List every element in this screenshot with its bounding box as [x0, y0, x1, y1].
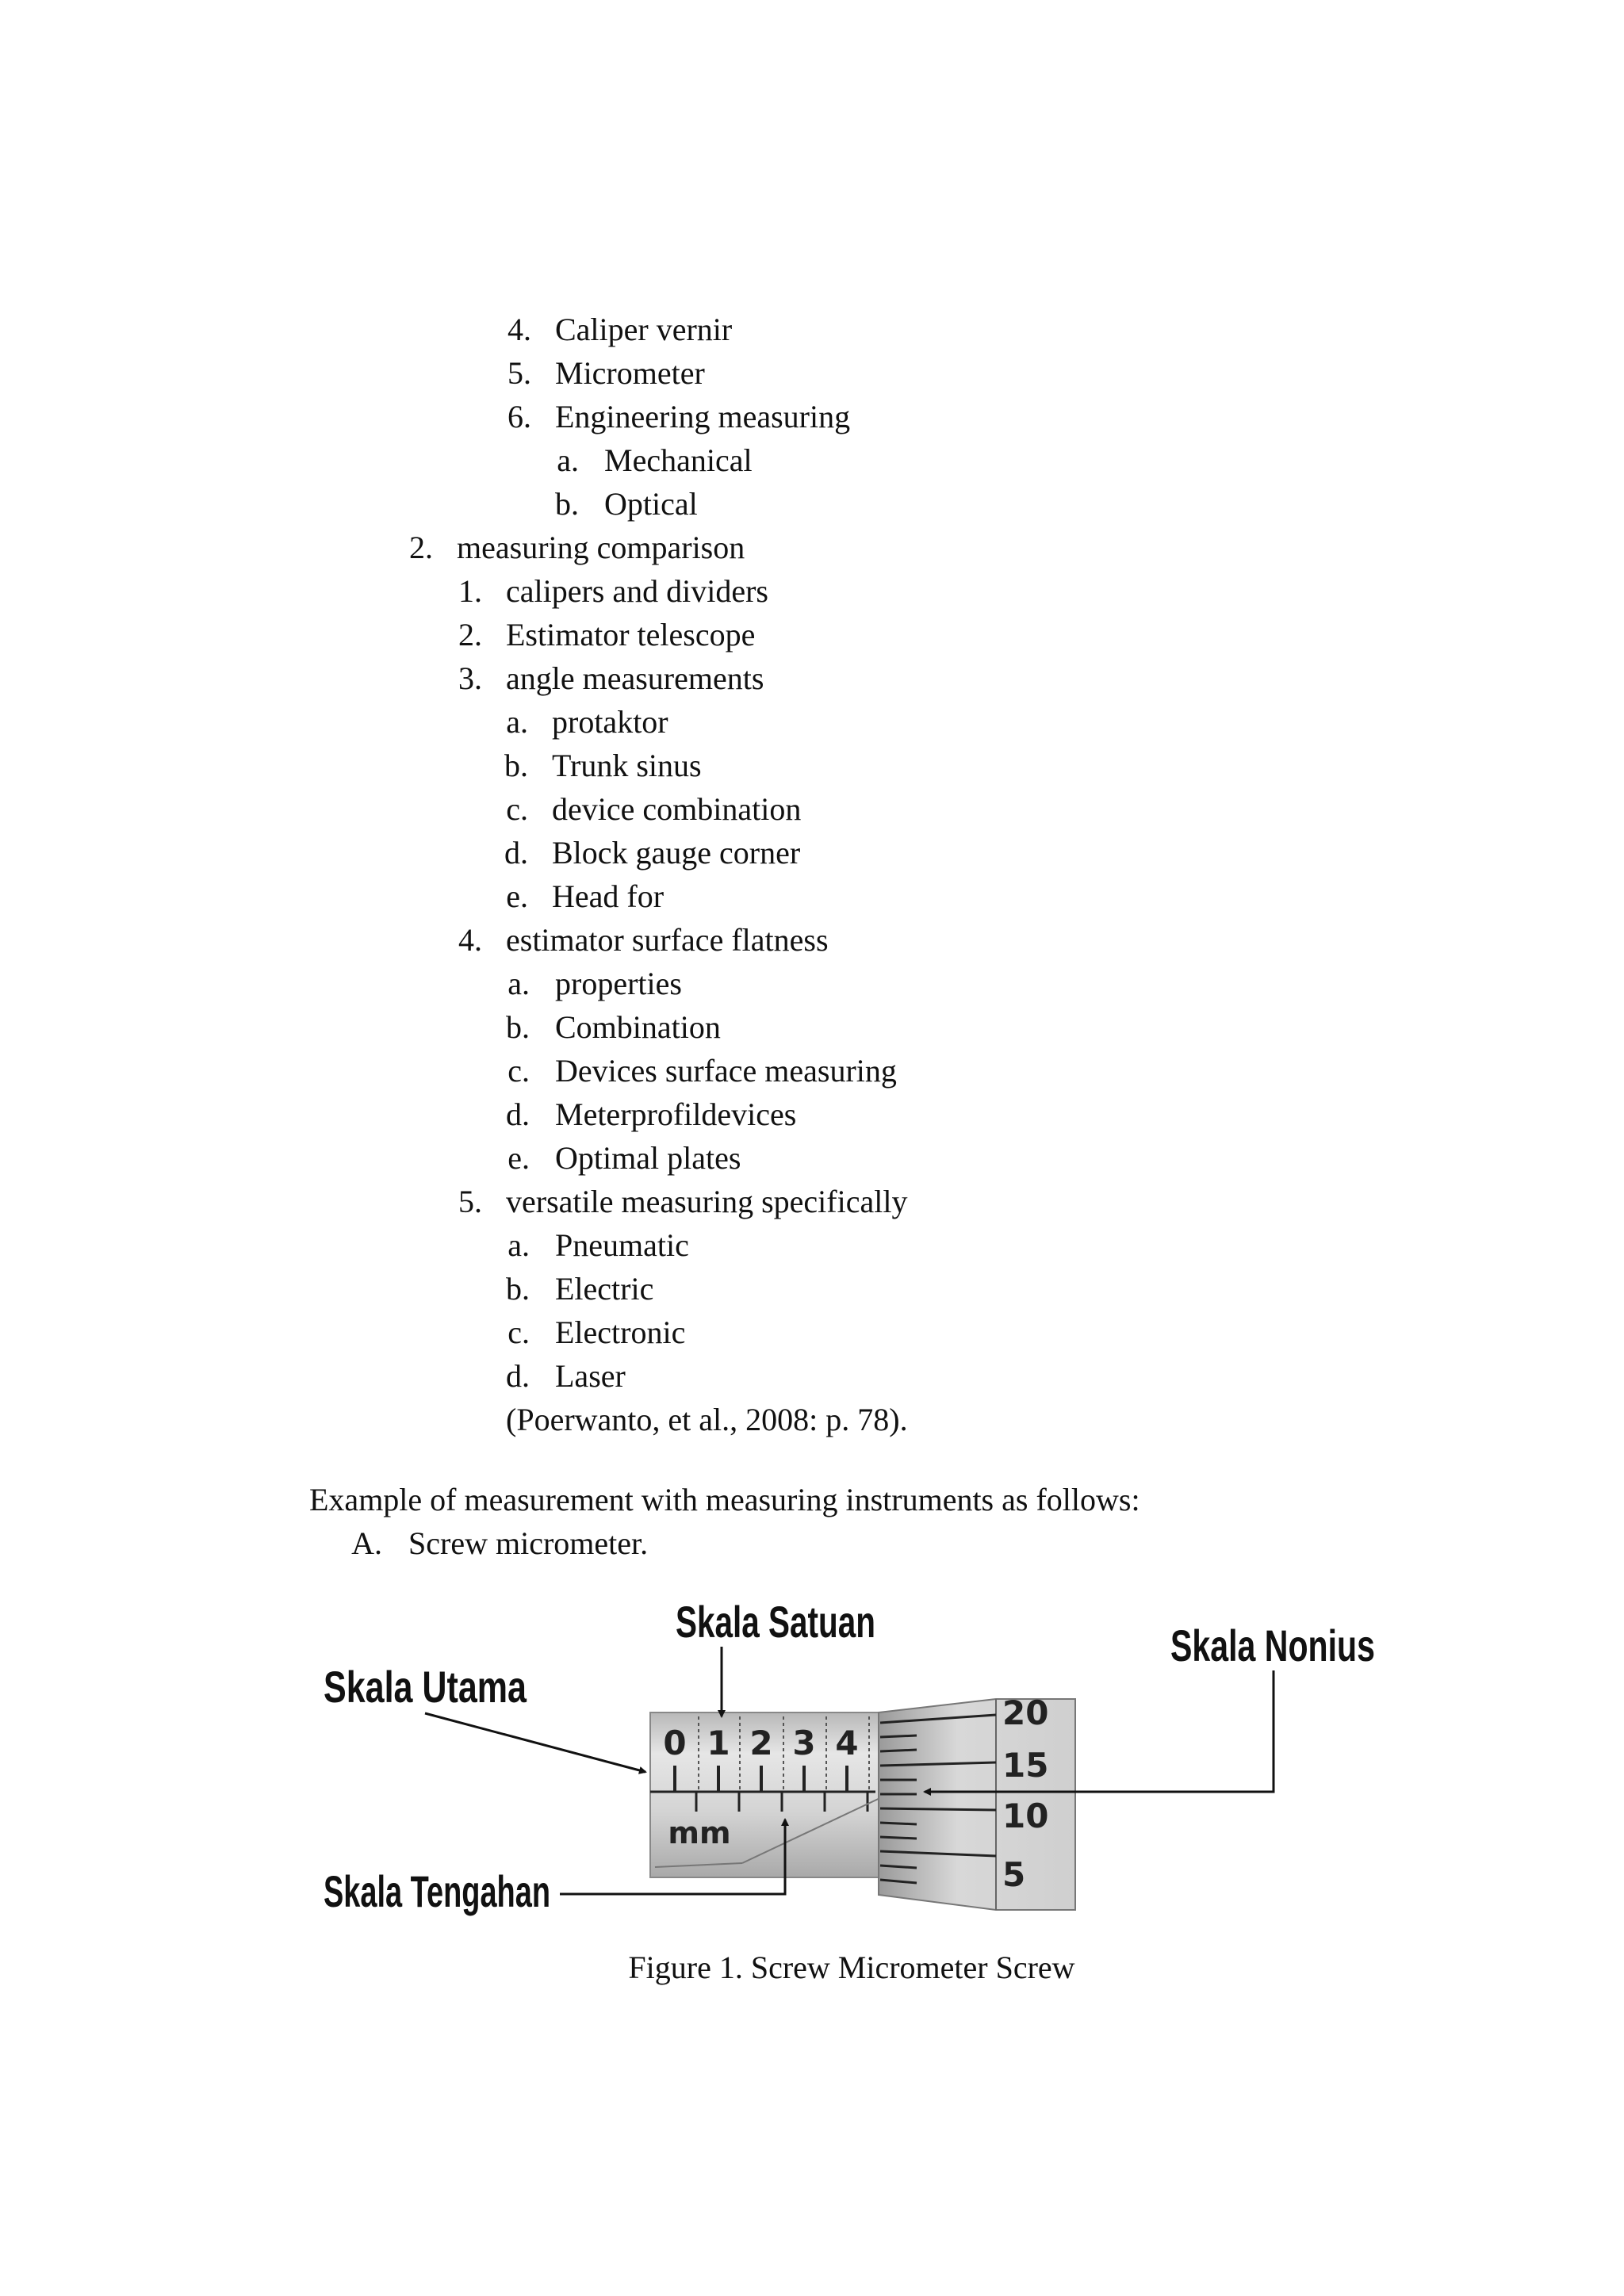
list-text: Block gauge corner — [552, 835, 801, 871]
list-marker: c. — [508, 1314, 530, 1350]
label-skala-utama: Skala Utama — [324, 1662, 527, 1712]
thimble-number: 20 — [1002, 1693, 1049, 1732]
list-marker: b. — [506, 1271, 530, 1307]
list-text: Devices surface measuring — [555, 1053, 897, 1089]
list-text: Laser — [555, 1358, 626, 1394]
list-marker: d. — [506, 1096, 530, 1132]
list-text: estimator surface flatness — [506, 922, 829, 958]
list-marker: 5. — [458, 1184, 482, 1219]
list-text: Optical — [604, 486, 698, 522]
section-marker: A. — [351, 1525, 382, 1561]
list-marker: d. — [506, 1358, 530, 1394]
list-text: Electric — [555, 1271, 654, 1307]
list-text: Electronic — [555, 1314, 686, 1350]
list-marker: e. — [508, 1140, 530, 1176]
list-marker: d. — [504, 835, 528, 871]
list-text: Optimal plates — [555, 1140, 741, 1176]
list-text: versatile measuring specifically — [506, 1184, 908, 1219]
list-text: protaktor — [552, 704, 668, 740]
main-scale-number: 0 — [663, 1724, 687, 1762]
list-marker: c. — [508, 1053, 530, 1089]
micrometer-figure — [314, 1582, 1392, 1938]
list-text: Trunk sinus — [552, 748, 702, 783]
list-marker: a. — [508, 1227, 530, 1263]
list-text: Meterprofildevices — [555, 1096, 797, 1132]
list-text: Estimator telescope — [506, 617, 756, 652]
main-scale-number: 2 — [749, 1724, 773, 1762]
list-text: Engineering measuring — [555, 399, 851, 434]
list-text: Combination — [555, 1009, 721, 1045]
list-marker: e. — [506, 878, 528, 914]
section-title: Screw micrometer. — [408, 1525, 649, 1561]
list-text: Caliper vernir — [555, 312, 733, 347]
list-text: device combination — [552, 791, 802, 827]
list-text: Head for — [552, 878, 665, 914]
list-text: Micrometer — [555, 355, 705, 391]
list-marker: b. — [506, 1009, 530, 1045]
arrow-skala-utama — [425, 1713, 645, 1772]
citation: (Poerwanto, et al., 2008: p. 78). — [506, 1402, 908, 1437]
list-text: calipers and dividers — [506, 573, 768, 609]
list-marker: 5. — [508, 355, 531, 391]
list-marker: 6. — [508, 399, 531, 434]
list-marker: b. — [555, 486, 579, 522]
list-marker: 3. — [458, 660, 482, 696]
thimble-number: 15 — [1002, 1746, 1049, 1785]
list-marker: c. — [506, 791, 528, 827]
figure-caption: Figure 1. Screw Micrometer Screw — [628, 1950, 1075, 1985]
list-marker: a. — [506, 704, 528, 740]
main-scale-number: 4 — [835, 1724, 859, 1762]
list-text: measuring comparison — [457, 530, 745, 565]
unit-label: mm — [668, 1816, 731, 1850]
list-text: properties — [555, 966, 682, 1001]
list-marker: 4. — [458, 922, 482, 958]
list-marker: a. — [508, 966, 530, 1001]
label-skala-nonius: Skala Nonius — [1170, 1621, 1375, 1670]
intro-paragraph: Example of measurement with measuring instruments as follows: — [309, 1482, 1140, 1517]
main-scale-number: 1 — [707, 1724, 730, 1762]
thimble-number: 5 — [1002, 1855, 1026, 1894]
list-marker: 4. — [508, 312, 531, 347]
list-marker: b. — [504, 748, 528, 783]
micrometer-diagram — [314, 1582, 1392, 1938]
list-text: angle measurements — [506, 660, 764, 696]
label-skala-satuan: Skala Satuan — [676, 1597, 875, 1647]
list-text: Mechanical — [604, 442, 753, 478]
list-marker: a. — [557, 442, 579, 478]
list-marker: 2. — [458, 617, 482, 652]
label-skala-tengahan: Skala Tengahan — [324, 1866, 550, 1916]
list-marker: 2. — [409, 530, 433, 565]
list-text: Pneumatic — [555, 1227, 689, 1263]
main-scale-number: 3 — [792, 1724, 816, 1762]
list-marker: 1. — [458, 573, 482, 609]
thimble-number: 10 — [1002, 1797, 1049, 1835]
